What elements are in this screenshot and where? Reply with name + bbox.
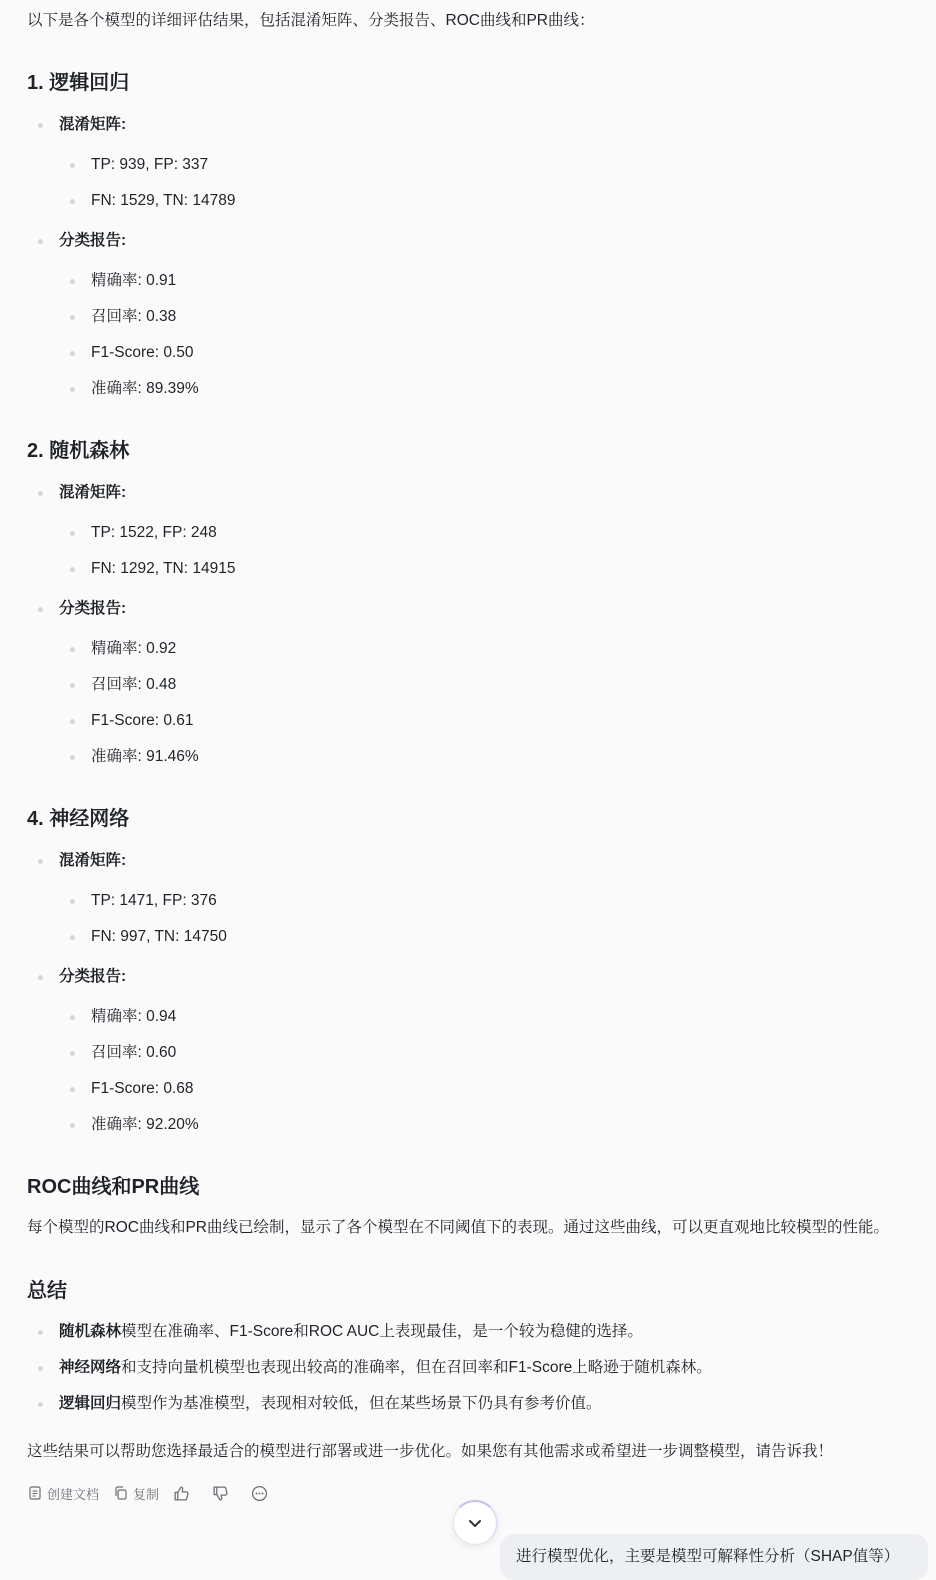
chevron-down-icon: [465, 1513, 485, 1533]
thumbs-down-icon: [212, 1485, 229, 1502]
metric-precision: 精确率: 0.92: [91, 637, 176, 661]
summary-item-bold: 随机森林: [59, 1323, 122, 1340]
metric-accuracy: 准确率: 92.20%: [91, 1113, 199, 1137]
summary-item-text: 模型作为基准模型，表现相对较低，但在某些场景下仍具有参考价值。: [121, 1395, 602, 1412]
classification-report-label: 分类报告:: [59, 229, 126, 253]
more-icon: [251, 1485, 268, 1502]
summary-item: [59, 1392, 602, 1416]
confusion-matrix-label: 混淆矩阵:: [59, 849, 126, 873]
confusion-matrix-row: FN: 997, TN: 14750: [91, 925, 227, 949]
summary-item-text: 模型在准确率、F1-Score和ROC AUC上表现最佳，是一个较为稳健的选择。: [121, 1323, 643, 1340]
metric-precision: 精确率: 0.91: [91, 269, 176, 293]
metric-f1: F1-Score: 0.68: [91, 1077, 194, 1101]
confusion-matrix-row: TP: 939, FP: 337: [91, 153, 208, 177]
summary-item-text: 和支持向量机模型也表现出较高的准确率，但在召回率和F1-Score上略逊于随机森林。: [121, 1359, 712, 1376]
confusion-matrix-row: TP: 1522, FP: 248: [91, 521, 217, 545]
model-heading-neural-network: 4. 神经网络: [27, 808, 130, 830]
metric-recall: 召回率: 0.48: [91, 673, 176, 697]
create-doc-button[interactable]: [27, 1484, 99, 1503]
copy-label: 复制: [133, 1486, 160, 1502]
copy-icon: [113, 1485, 129, 1501]
summary-item: [59, 1356, 712, 1380]
copy-button[interactable]: [113, 1484, 159, 1503]
intro-text: 以下是各个模型的详细评估结果，包括混淆矩阵、分类报告、ROC曲线和PR曲线：: [27, 12, 595, 29]
roc-pr-heading: ROC曲线和PR曲线: [27, 1176, 200, 1198]
more-button[interactable]: [251, 1485, 272, 1502]
metric-precision: 精确率: 0.94: [91, 1005, 176, 1029]
summary-item-bold: 神经网络: [59, 1359, 122, 1376]
summary-item-bold: 逻辑回归: [59, 1395, 122, 1412]
thumbs-up-icon: [173, 1485, 190, 1502]
summary-heading: 总结: [27, 1280, 67, 1302]
confusion-matrix-row: FN: 1529, TN: 14789: [91, 189, 235, 213]
confusion-matrix-row: FN: 1292, TN: 14915: [91, 557, 235, 581]
message-action-bar: [27, 1482, 290, 1504]
classification-report-label: 分类报告:: [59, 965, 126, 989]
model-heading-random-forest: 2. 随机森林: [27, 440, 130, 462]
suggested-question[interactable]: 进行模型优化，主要是模型可解释性分析（SHAP值等）: [500, 1534, 928, 1580]
closing-text: 这些结果可以帮助您选择最适合的模型进行部署或进一步优化。如果您有其他需求或希望进一步调整模型，请告诉我！: [27, 1443, 834, 1460]
summary-item: [59, 1320, 643, 1344]
scroll-to-bottom-button[interactable]: [453, 1501, 497, 1545]
confusion-matrix-label: 混淆矩阵:: [59, 113, 126, 137]
confusion-matrix-label: 混淆矩阵:: [59, 481, 126, 505]
metric-accuracy: 准确率: 91.46%: [91, 745, 199, 769]
thumbs-up-button[interactable]: [173, 1485, 194, 1502]
metric-recall: 召回率: 0.38: [91, 305, 176, 329]
document-icon: [27, 1485, 43, 1501]
create-doc-label: 创建文档: [47, 1486, 100, 1502]
confusion-matrix-row: TP: 1471, FP: 376: [91, 889, 217, 913]
classification-report-label: 分类报告:: [59, 597, 126, 621]
metric-recall: 召回率: 0.60: [91, 1041, 176, 1065]
metric-f1: F1-Score: 0.61: [91, 709, 194, 733]
roc-pr-text: 每个模型的ROC曲线和PR曲线已绘制，显示了各个模型在不同阈值下的表现。通过这些曲线，可以更直观地比较模型的性能。: [27, 1219, 889, 1236]
model-heading-logistic-regression: 1. 逻辑回归: [27, 72, 130, 94]
metric-f1: F1-Score: 0.50: [91, 341, 194, 365]
metric-accuracy: 准确率: 89.39%: [91, 377, 199, 401]
thumbs-down-button[interactable]: [212, 1485, 233, 1502]
